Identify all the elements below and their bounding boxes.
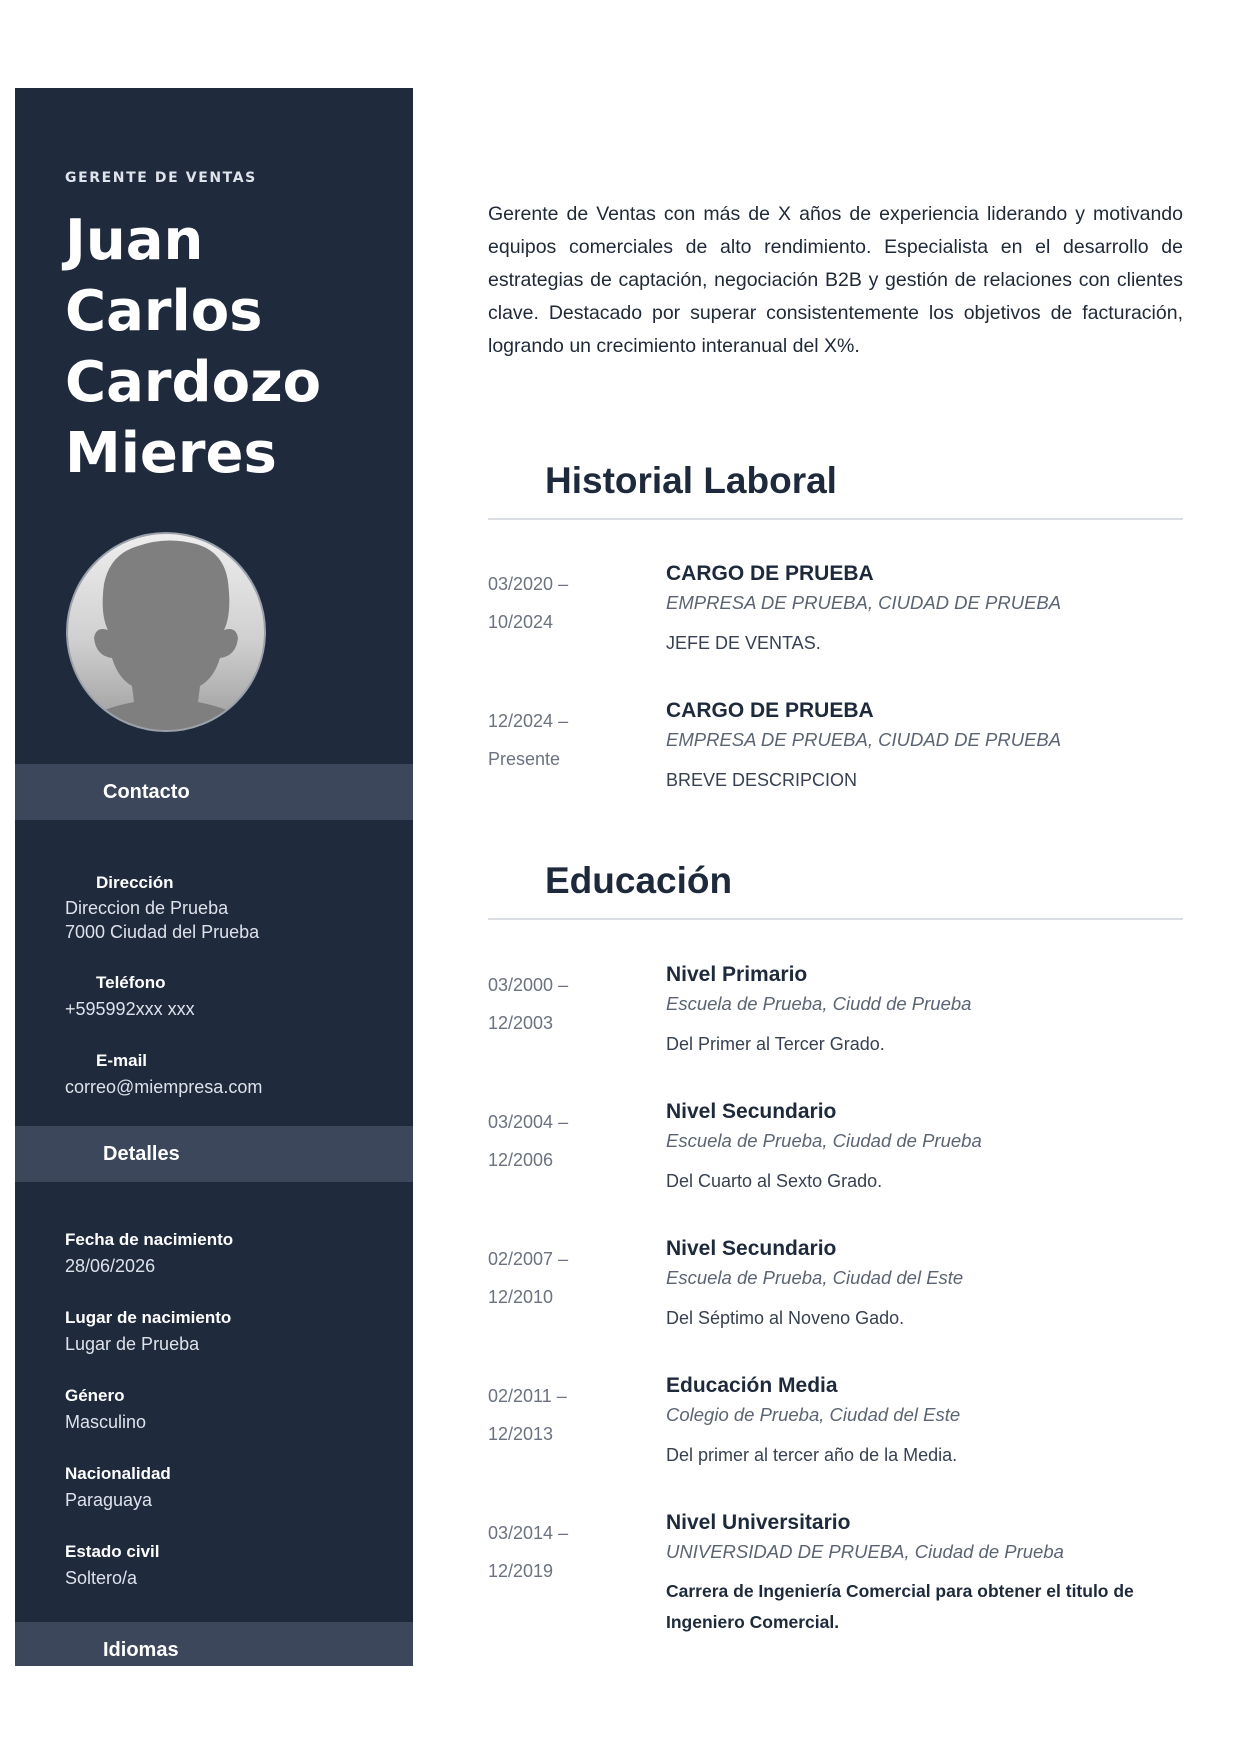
- entry-organization: Escuela de Prueba, Ciudad del Este: [666, 1267, 964, 1288]
- entry-description: JEFE DE VENTAS.: [666, 633, 821, 653]
- entry-date-start: 02/2007 –: [488, 1249, 569, 1269]
- entry-title: Nivel Primario: [666, 963, 808, 986]
- entry-title: Nivel Secundario: [666, 1237, 837, 1260]
- address-line2: 7000 Ciudad del Prueba: [65, 922, 260, 942]
- entry-date-start: 12/2024 –: [488, 711, 569, 731]
- detail-label: Nacionalidad: [65, 1464, 171, 1483]
- education-heading: Educación: [545, 860, 733, 901]
- contact-heading: Contacto: [103, 781, 190, 803]
- languages-section-header: [15, 1622, 413, 1666]
- detail-label: Estado civil: [65, 1542, 160, 1561]
- name-line: Cardozo: [65, 350, 322, 415]
- entry-description: Del Cuarto al Sexto Grado.: [666, 1171, 883, 1191]
- entry-date-end: 10/2024: [488, 612, 554, 632]
- sidebar: [15, 88, 413, 1666]
- entry-title: CARGO DE PRUEBA: [666, 699, 874, 722]
- name-line: Juan: [65, 208, 204, 273]
- contact-section-header: [15, 764, 413, 820]
- entry-date-start: 03/2020 –: [488, 574, 569, 594]
- address-label: Dirección: [96, 873, 174, 892]
- entry-organization: Colegio de Prueba, Ciudad del Este: [666, 1404, 961, 1425]
- entry-date-end: 12/2003: [488, 1013, 554, 1033]
- work-history-heading: Historial Laboral: [545, 460, 837, 501]
- entry-title: Nivel Secundario: [666, 1100, 837, 1123]
- address-line1: Direccion de Prueba: [65, 898, 229, 918]
- entry-date-start: 03/2000 –: [488, 975, 569, 995]
- entry-description: BREVE DESCRIPCION: [666, 770, 858, 790]
- divider: [488, 918, 1183, 920]
- entry-organization: Escuela de Prueba, Ciudad de Prueba: [666, 1130, 982, 1151]
- details-section-header: [15, 1126, 413, 1182]
- job-title: GERENTE DE VENTAS: [65, 170, 257, 186]
- entry-title: Nivel Universitario: [666, 1511, 851, 1534]
- detail-value: Masculino: [65, 1412, 147, 1432]
- entry-organization: EMPRESA DE PRUEBA, CIUDAD DE PRUEBA: [666, 729, 1062, 750]
- phone-label: Teléfono: [96, 973, 166, 992]
- detail-value: 28/06/2026: [65, 1256, 156, 1276]
- full-name: [65, 205, 405, 489]
- phone-value: +595992xxx xxx: [65, 999, 195, 1019]
- entry-date-end: 12/2019: [488, 1561, 554, 1581]
- entry-description: Del primer al tercer año de la Media.: [666, 1445, 958, 1465]
- detail-value: Lugar de Prueba: [65, 1334, 200, 1354]
- detail-value: Paraguaya: [65, 1490, 153, 1510]
- entry-organization: EMPRESA DE PRUEBA, CIUDAD DE PRUEBA: [666, 592, 1062, 613]
- detail-label: Fecha de nacimiento: [65, 1230, 234, 1249]
- entry-date-end: 12/2006: [488, 1150, 554, 1170]
- name-line: Carlos: [65, 279, 263, 344]
- entry-title: CARGO DE PRUEBA: [666, 562, 874, 585]
- avatar: [66, 532, 266, 732]
- entry-title: Educación Media: [666, 1374, 838, 1397]
- entry-description: Del Séptimo al Noveno Gado.: [666, 1308, 905, 1328]
- person-silhouette-icon: [68, 534, 264, 730]
- entry-description: Carrera de Ingeniería Comercial para obtener el titulo de Ingeniero Comercial.: [666, 1581, 1134, 1632]
- entry-date-end: Presente: [488, 749, 561, 769]
- languages-heading: Idiomas: [103, 1639, 179, 1661]
- entry-date-end: 12/2010: [488, 1287, 554, 1307]
- name-line: Mieres: [65, 421, 277, 486]
- entry-date-start: 02/2011 –: [488, 1386, 567, 1406]
- entry-description: Del Primer al Tercer Grado.: [666, 1034, 885, 1054]
- detail-label: Lugar de nacimiento: [65, 1308, 232, 1327]
- entry-organization: Escuela de Prueba, Ciudd de Prueba: [666, 993, 972, 1014]
- entry-date-start: 03/2014 –: [488, 1523, 569, 1543]
- divider: [488, 518, 1183, 520]
- detail-label: Género: [65, 1386, 125, 1405]
- details-heading: Detalles: [103, 1143, 180, 1165]
- detail-value: Soltero/a: [65, 1568, 138, 1588]
- entry-date-end: 12/2013: [488, 1424, 554, 1444]
- entry-date-start: 03/2004 –: [488, 1112, 569, 1132]
- profile-summary: Gerente de Ventas con más de X años de experiencia liderando y motivando equipos comerciales de alto rendimiento. Especialista en el desarrollo de estrategias de captación, negociación B2B y gestión de relaciones con clientes clave. Destacado por superar consistentemente los objetivos de facturación, logrando un crecimiento interanual del X%.: [488, 203, 1183, 357]
- email-label: E-mail: [96, 1051, 148, 1070]
- email-value: correo@miempresa.com: [65, 1077, 263, 1097]
- entry-organization: UNIVERSIDAD DE PRUEBA, Ciudad de Prueba: [666, 1541, 1064, 1562]
